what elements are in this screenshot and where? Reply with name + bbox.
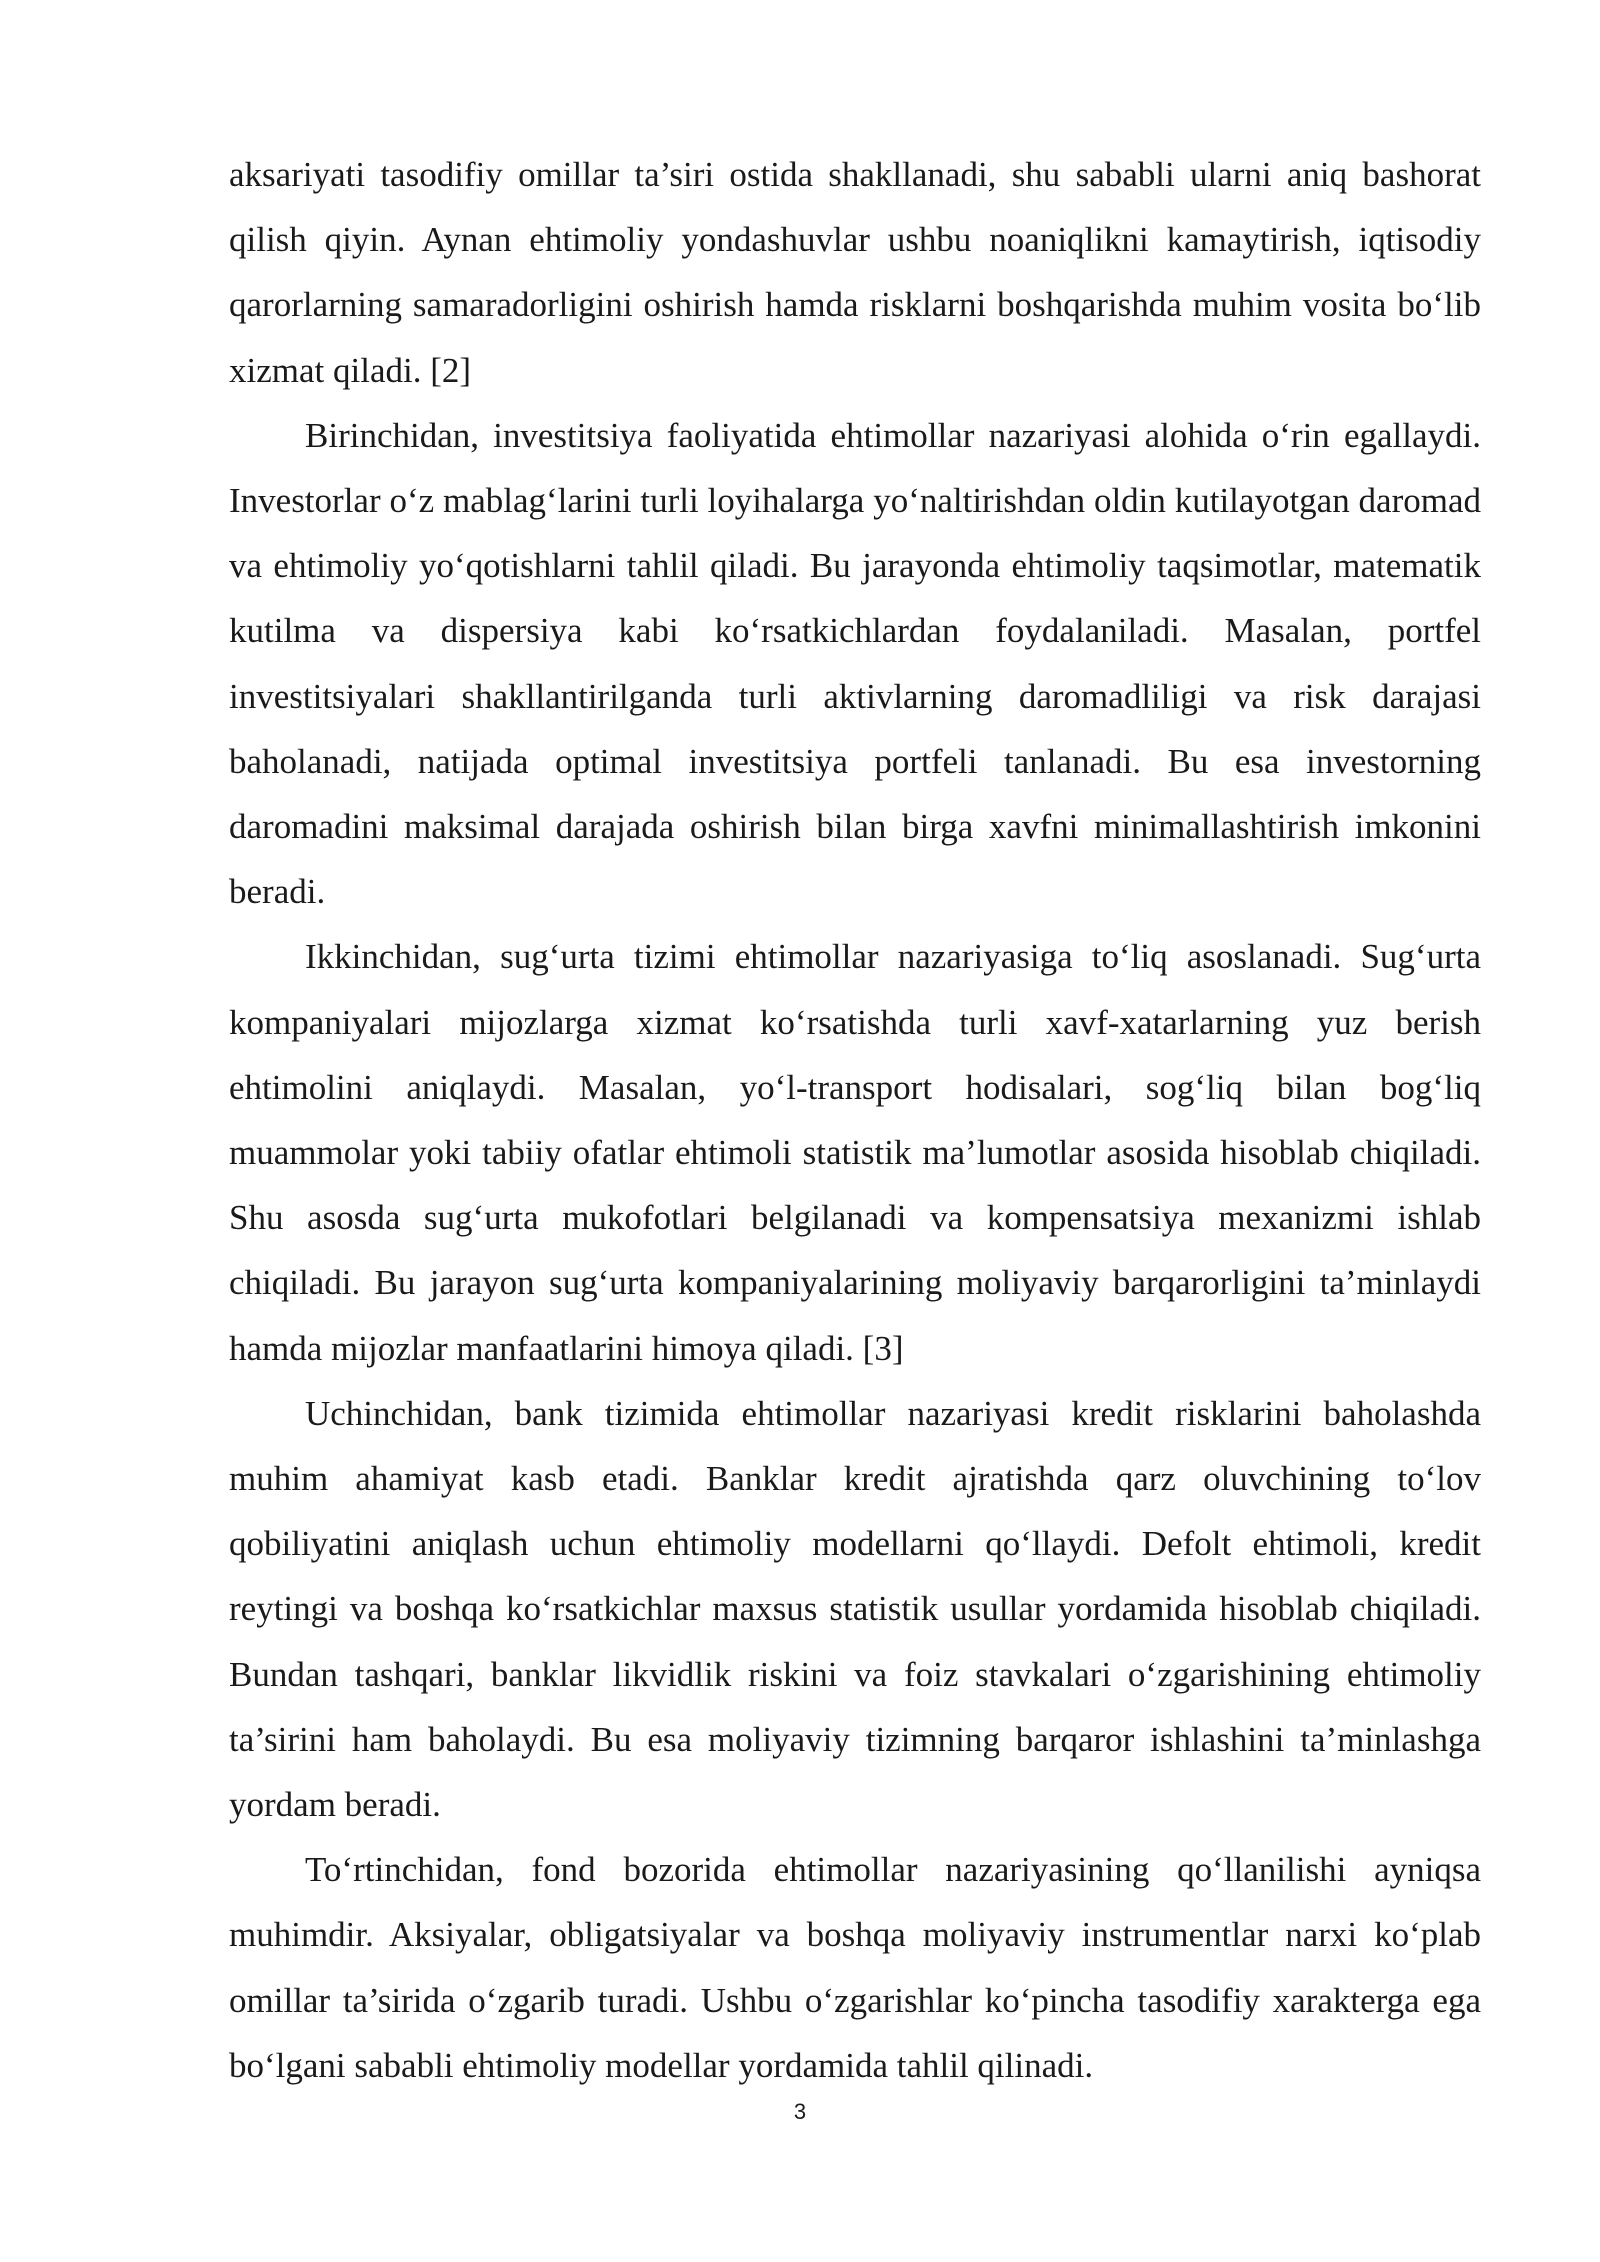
paragraph-banking: Uchinchidan, bank tizimida ehtimollar nazariyasi kredit risklarini baholashda muhim ahamiyat kasb etadi. Banklar kredit ajratishda qarz oluvchining to‘lov qobiliyatini aniqlash uchun ehtimoliy modellarni qo‘llaydi. Defolt ehtimoli, kredit reytingi va boshqa ko‘rsatkichlar maxsus statistik usullar yordamida hisoblab chiqiladi. Bundan tashqari, banklar likvidlik riskini va foiz stavkalari o‘zgarishining ehtimoliy ta’sirini ham baholaydi. Bu esa moliyaviy tizimning barqaror ishlashini ta’minlashga yordam beradi. xyxy=(229,1393,1481,1825)
paragraph-insurance: Ikkinchidan, sug‘urta tizimi ehtimollar nazariyasiga to‘liq asoslanadi. Sug‘urta kompaniyalari mijozlarga xizmat ko‘rsatishda turli xavf-xatarlarning yuz berish ehtimolini aniqlaydi. Masalan, yo‘l-transport hodisalari, sog‘liq bilan bog‘liq muammolar yoki tabiiy ofatlar ehtimoli statistik ma’lumotlar asosida hisoblab chiqiladi. Shu asosda sug‘urta mukofotlari belgilanadi va kompensatsiya mexanizmi ishlab chiqiladi. Bu jarayon sug‘urta kompaniyalarining moliyaviy barqarorligini ta’minlaydi hamda mijozlar manfaatlarini himoya qiladi. [3] xyxy=(229,937,1481,1368)
body-text xyxy=(229,142,1481,2098)
paragraph-continuation: aksariyati tasodifiy omillar ta’siri ostida shakllanadi, shu sababli ularni aniq bashorat qilish qiyin. Aynan ehtimoliy yondashuvlar ushbu noaniqlikni kamaytirish, iqtisodiy qarorlarning samaradorligini oshirish hamda risklarni boshqarishda muhim vosita bo‘lib xizmat qiladi. [2] xyxy=(229,155,1481,390)
paragraph-stock-market: To‘rtinchidan, fond bozorida ehtimollar nazariyasining qo‘llanilishi ayniqsa muhimdir. Aksiyalar, obligatsiyalar va boshqa moliyaviy instrumentlar narxi ko‘plab omillar ta’sirida o‘zgarib turadi. Ushbu o‘zgarishlar ko‘pincha tasodifiy xarakterga ega bo‘lgani sababli ehtimoliy modellar yordamida tahlil qilinadi. xyxy=(229,1850,1481,2085)
paragraph-investment: Birinchidan, investitsiya faoliyatida ehtimollar nazariyasi alohida o‘rin egallaydi. Investorlar o‘z mablag‘larini turli loyihalarga yo‘naltirishdan oldin kutilayotgan daromad va ehtimoliy yo‘qotishlarni tahlil qiladi. Bu jarayonda ehtimoliy taqsimotlar, matematik kutilma va dispersiya kabi ko‘rsatkichlardan foydalaniladi. Masalan, portfel investitsiyalari shakllantirilganda turli aktivlarning daromadliligi va risk darajasi baholanadi, natijada optimal investitsiya portfeli tanlanadi. Bu esa investorning daromadini maksimal darajada oshirish bilan birga xavfni minimallashtirish imkonini beradi. xyxy=(229,415,1481,912)
page-number: 3 xyxy=(793,2099,807,2124)
